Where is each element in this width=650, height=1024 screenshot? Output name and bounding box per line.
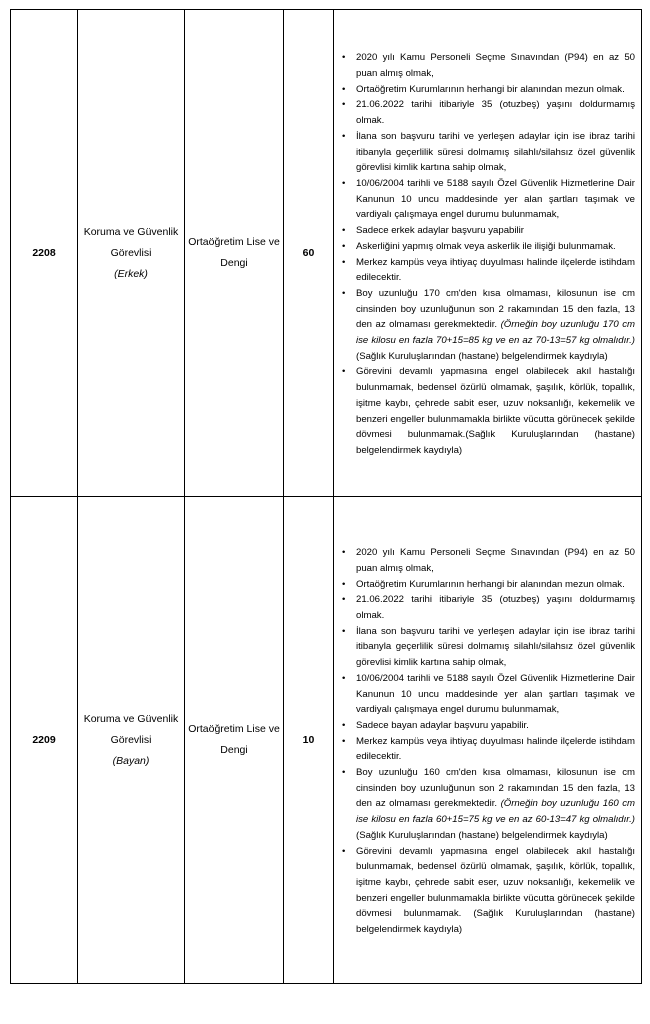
bullet-icon: • (342, 83, 346, 95)
position-title: Koruma ve Güvenlik (83, 225, 179, 238)
bullet-icon: • (342, 767, 346, 779)
list-item: • Askerliğini yapmış olmak veya askerlik ile ilişiği bulunmamak. (342, 239, 635, 255)
requirements-cell (334, 497, 642, 984)
bullet-icon: • (342, 177, 346, 189)
requirements-list (334, 47, 641, 458)
list-item: • İlana son başvuru tarihi ve yerleşen adaylar için ise ibraz tarihi itibanyla geçerlilik süresi dolmamış silahlı/silahsız özel güvenlik görevlisi kimlik kartına sahip olmak, (342, 625, 635, 669)
list-item: • Ortaöğretim Kurumlarının herhangi bir alanından mezun olmak. (342, 577, 635, 593)
position-count: 60 (284, 10, 334, 497)
education-level: Ortaöğretim Lise ve (188, 236, 280, 248)
position-title-line2: Görevlisi (110, 733, 152, 746)
position-title-cell (78, 497, 185, 984)
position-title-cell (78, 10, 185, 497)
bullet-icon: • (342, 845, 346, 857)
bullet-icon: • (342, 130, 346, 142)
position-gender: (Bayan) (112, 754, 150, 767)
education-level-line2: Dengi (220, 257, 248, 269)
bullet-icon: • (342, 578, 346, 590)
bullet-icon: • (342, 287, 346, 299)
bullet-icon: • (342, 256, 346, 268)
bullet-icon: • (342, 240, 346, 252)
list-item: • Boy uzunluğu 170 cm'den kısa olmaması, kilosunun ise cm cinsinden boy uzunluğunun son 2 rakamından 15 den fazla, 13 den az olmaması gerekmektedir. (Örneğin boy uzunluğu 170 cm ise kilosu en fazla 70+15=85 kg ve en az 70-13=57 kg olmalıdır.) (Sağlık Kuruluşlarından (hastane) belgelendirmek kaydıyla) (342, 287, 635, 362)
position-code: 2208 (11, 10, 78, 497)
bullet-icon: • (342, 594, 346, 606)
bullet-icon: • (342, 225, 346, 237)
list-item: • 2020 yılı Kamu Personeli Seçme Sınavından (P94) en az 50 puan almış olmak, (342, 52, 635, 80)
table-row (11, 10, 642, 497)
list-item: • Görevini devamlı yapmasına engel olabilecek akıl hastalığı bulunmamak, bedensel özürlü olmamak, şaşılık, körlük, topallık, işitme kaybı, çehrede sabit eser, uzuv noksanlığı, kekemelik ve benzeri engeller bulunmamakla birlikte vücutta görünecek şekilde dövmesi bulunmamak. (Sağlık Kuruluşlarından (hastane) belgelendirmek kaydıyla) (342, 845, 635, 936)
position-gender: (Erkek) (114, 267, 148, 280)
list-item: • 21.06.2022 tarihi itibariyle 35 (otuzbeş) yaşını doldurmamış olmak. (342, 594, 635, 622)
list-item: • 2020 yılı Kamu Personeli Seçme Sınavından (P94) en az 50 puan almış olmak, (342, 547, 635, 574)
list-item: • 21.06.2022 tarihi itibariyle 35 (otuzbeş) yaşını doldurmamış olmak. (342, 99, 635, 127)
list-item: • Merkez kampüs veya ihtiyaç duyulması halinde ilçelerde istihdam edilecektir. (342, 256, 635, 284)
position-title: Koruma ve Güvenlik (83, 712, 179, 725)
bullet-icon: • (342, 99, 346, 111)
position-count: 10 (284, 497, 334, 984)
list-item: • Sadece erkek adaylar başvuru yapabilir (342, 223, 635, 239)
list-item: • Sadece bayan adaylar başvuru yapabilir. (342, 718, 635, 734)
bullet-icon: • (342, 625, 346, 637)
bullet-icon: • (342, 52, 346, 64)
bullet-icon: • (342, 735, 346, 747)
education-level: Ortaöğretim Lise ve (188, 723, 280, 735)
education-cell (185, 10, 284, 497)
list-item: • İlana son başvuru tarihi ve yerleşen adaylar için ise ibraz tarihi itibanyla geçerlilik süresi dolmamış silahlı/silahsız özel güvenlik görevlisi kimlik kartına sahip olmak, (342, 130, 635, 174)
list-item: • Görevini devamlı yapmasına engel olabilecek akıl hastalığı bulunmamak, bedensel özürlü olmamak, şaşılık, körlük, topallık, işitme kaybı, çehrede sabit eser, uzuv noksanlığı, kekemelik ve benzeri engeller bulunmamakla birlikte vücutta görünecek şekilde dövmesi bulunmamak.(Sağlık Kuruluşlarından (hastane) belgelendirmek kaydıyla) (342, 366, 635, 456)
list-item: • Ortaöğretim Kurumlarının herhangi bir alanından mezun olmak. (342, 82, 635, 98)
list-item: • 10/06/2004 tarihli ve 5188 sayılı Özel Güvenlik Hizmetlerine Dair Kanunun 10 uncu maddesinde yer alan şartları taşımak ve vardiyalı çalışmaya engel durumu bulunmamak, (342, 177, 635, 221)
bullet-icon: • (342, 672, 346, 684)
list-item: • Boy uzunluğu 160 cm'den kısa olmaması, kilosunun ise cm cinsinden boy uzunluğunun son 2 rakamından 15 den fazla, 13 den az olmaması gerekmektedir. (Örneğin boy uzunluğu 160 cm ise kilosu en fazla 60+15=75 kg ve en az 60-13=47 kg olmalıdır.) (Sağlık Kuruluşlarından (hastane) belgelendirmek kaydıyla) (342, 767, 635, 841)
bullet-icon: • (342, 547, 346, 559)
position-title-line2: Görevlisi (110, 246, 152, 259)
list-item: • 10/06/2004 tarihli ve 5188 sayılı Özel Güvenlik Hizmetlerine Dair Kanunun 10 uncu maddesinde yer alan şartları taşımak ve vardiyalı çalışmaya engel durumu bulunmamak, (342, 672, 635, 716)
bullet-icon: • (342, 366, 346, 378)
position-code: 2209 (11, 497, 78, 984)
education-level-line2: Dengi (220, 744, 248, 756)
requirements-list (334, 542, 641, 938)
list-item: • Merkez kampüs veya ihtiyaç duyulması halinde ilçelerde istihdam edilecektir. (342, 735, 635, 763)
requirements-cell (334, 10, 642, 497)
bullet-icon: • (342, 719, 346, 731)
table-row (11, 497, 642, 984)
positions-table (10, 9, 642, 984)
education-cell (185, 497, 284, 984)
